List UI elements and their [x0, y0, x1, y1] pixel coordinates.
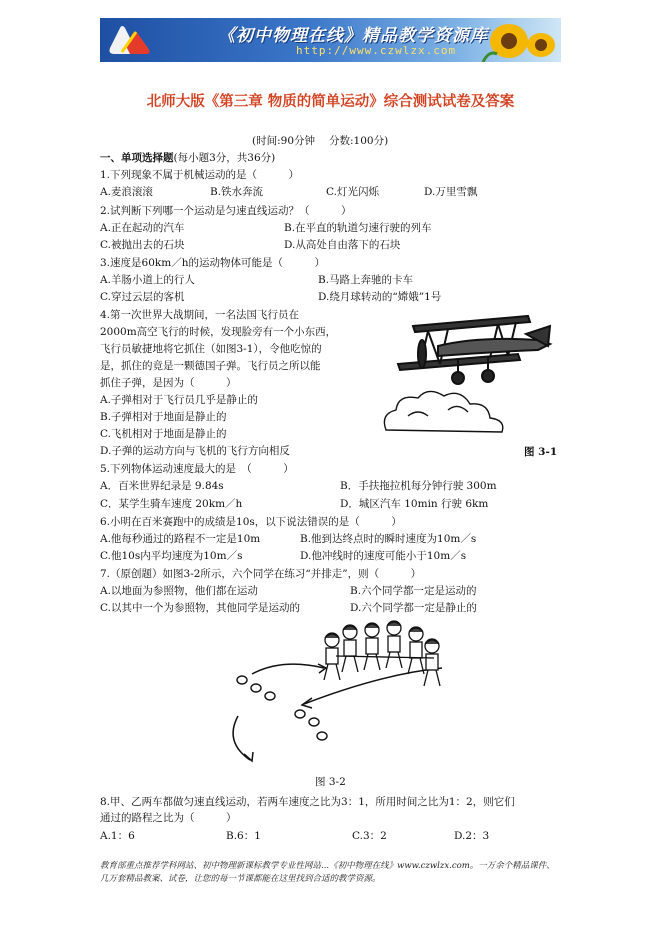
logo-icon — [106, 22, 154, 58]
q6-option-b[interactable]: B.他到达终点时的瞬时速度为10m／s — [300, 533, 477, 545]
sunflower-icon — [479, 20, 559, 62]
q8-option-b[interactable]: B.6：1 — [226, 830, 261, 842]
figure-3-1-caption: 图 3-1 — [524, 446, 558, 458]
q7-option-c[interactable]: C.以其中一个为参照物，其他同学是运动的 — [100, 602, 300, 614]
q5-option-d[interactable]: D．城区汽车 10min 行驶 6km — [340, 498, 489, 510]
q1-option-a[interactable]: A.麦浪滚滚 — [100, 186, 153, 198]
section-note: (每小题3分，共36分) — [173, 152, 276, 164]
q2-option-d[interactable]: D.从高处自由落下的石块 — [284, 239, 401, 251]
section-title: 一、单项选择题 — [100, 152, 174, 164]
question-8-line-1: 8.甲、乙两车都做匀速直线运动，若两车速度之比为3：1，所用时间之比为1：2，则它们 — [100, 796, 515, 808]
figure-3-2-students — [222, 618, 452, 770]
question-2: 2.试判断下列哪一个运动是匀速直线运动？（ ） — [100, 205, 352, 217]
question-1: 1.下列现象不属于机械运动的是（ ） — [100, 169, 300, 181]
header-banner — [100, 18, 561, 62]
question-4-line-3: 飞行员敏捷地将它抓住（如图3-1），令他吃惊的 — [100, 343, 322, 355]
question-4-line-4: 是，抓住的竟是一颗德国子弹。飞行员之所以能 — [100, 360, 321, 372]
exam-meta — [252, 133, 402, 148]
q3-option-d[interactable]: D.绕月球转动的“嫦娥”1号 — [318, 291, 442, 303]
q1-option-b[interactable]: B.铁水奔流 — [210, 186, 264, 198]
q5-option-a[interactable]: A．百米世界纪录是 9.84s — [100, 480, 224, 492]
q1-option-c[interactable]: C.灯光闪烁 — [326, 186, 379, 198]
q8-option-c[interactable]: C.3：2 — [352, 830, 387, 842]
document-title: 北师大版《第三章 物质的简单运动》综合测试试卷及答案 — [146, 93, 515, 110]
q6-option-a[interactable]: A.他每秒通过的路程不一定是10m — [100, 533, 261, 545]
question-4-line-1: 4.第一次世界大战期间，一名法国飞行员在 — [100, 309, 300, 321]
q3-option-b[interactable]: B.马路上奔驰的卡车 — [318, 274, 414, 286]
q4-option-d[interactable]: D.子弹的运动方向与飞机的飞行方向相反 — [100, 445, 290, 457]
figure-3-2-caption: 图 3-2 — [315, 776, 346, 788]
q8-option-d[interactable]: D.2：3 — [454, 830, 490, 842]
q2-option-c[interactable]: C.被抛出去的石块 — [100, 239, 185, 251]
q6-option-c[interactable]: C.他10s内平均速度为10m／s — [100, 550, 243, 562]
q7-option-d[interactable]: D.六个同学都一定是静止的 — [350, 602, 477, 614]
q3-option-a[interactable]: A.羊肠小道上的行人 — [100, 274, 195, 286]
question-3: 3.速度是60km／h的运动物体可能是（ ） — [100, 257, 325, 269]
q4-option-a[interactable]: A.子弹相对于飞行员几乎是静止的 — [100, 394, 258, 406]
question-4-line-2: 2000m高空飞行的时候，发现脸旁有一个小东西， — [100, 326, 337, 338]
q2-option-b[interactable]: B.在平直的轨道匀速行驶的列车 — [284, 222, 432, 234]
question-7: 7.（原创题）如图3-2所示，六个同学在练习“并排走”，则（ ） — [100, 568, 422, 580]
section-heading — [100, 151, 275, 165]
q6-option-d[interactable]: D.他冲线时的速度可能小于10m／s — [300, 550, 467, 562]
banner-url[interactable]: http://www.czwlzx.com — [296, 44, 457, 57]
question-5: 5.下列物体运动速度最大的是 （ ） — [100, 463, 294, 475]
exam-time: (时间:90分钟 — [252, 135, 315, 147]
q5-option-c[interactable]: C．某学生骑车速度 20km／h — [100, 498, 243, 510]
q1-option-d[interactable]: D.万里雪飘 — [424, 186, 478, 198]
q4-option-b[interactable]: B.子弹相对于地面是静止的 — [100, 411, 227, 423]
exam-score: 分数:100分) — [329, 135, 389, 147]
question-6: 6.小明在百米赛跑中的成绩是10s，以下说法错误的是（ ） — [100, 516, 402, 528]
q3-option-c[interactable]: C.穿过云层的客机 — [100, 291, 185, 303]
q2-option-a[interactable]: A.正在起动的汽车 — [100, 222, 185, 234]
q8-option-a[interactable]: A.1：6 — [100, 830, 135, 842]
question-8-line-2: 通过的路程之比为（ ） — [100, 812, 237, 824]
question-4-line-5: 抓住子弹，是因为（ ） — [100, 377, 237, 389]
q7-option-b[interactable]: B.六个同学都一定是运动的 — [350, 585, 477, 597]
q5-option-b[interactable]: B．手扶拖拉机每分钟行驶 300m — [340, 480, 497, 492]
figure-3-1-biplane — [378, 306, 558, 434]
q7-option-a[interactable]: A.以地面为参照物，他们都在运动 — [100, 585, 258, 597]
page-footer: 教育部重点推荐学科网站、初中物理新课标教学专业性网站...《初中物理在线》www.czwlzx.com。一万余个精品课件、几万套精品教案、试卷，让您的每一节课都能在这里找到合适的教学资源。 — [100, 861, 555, 884]
banner-title: 《初中物理在线》精品教学资源库 — [218, 26, 488, 46]
q4-option-c[interactable]: C.飞机相对于地面是静止的 — [100, 428, 227, 440]
